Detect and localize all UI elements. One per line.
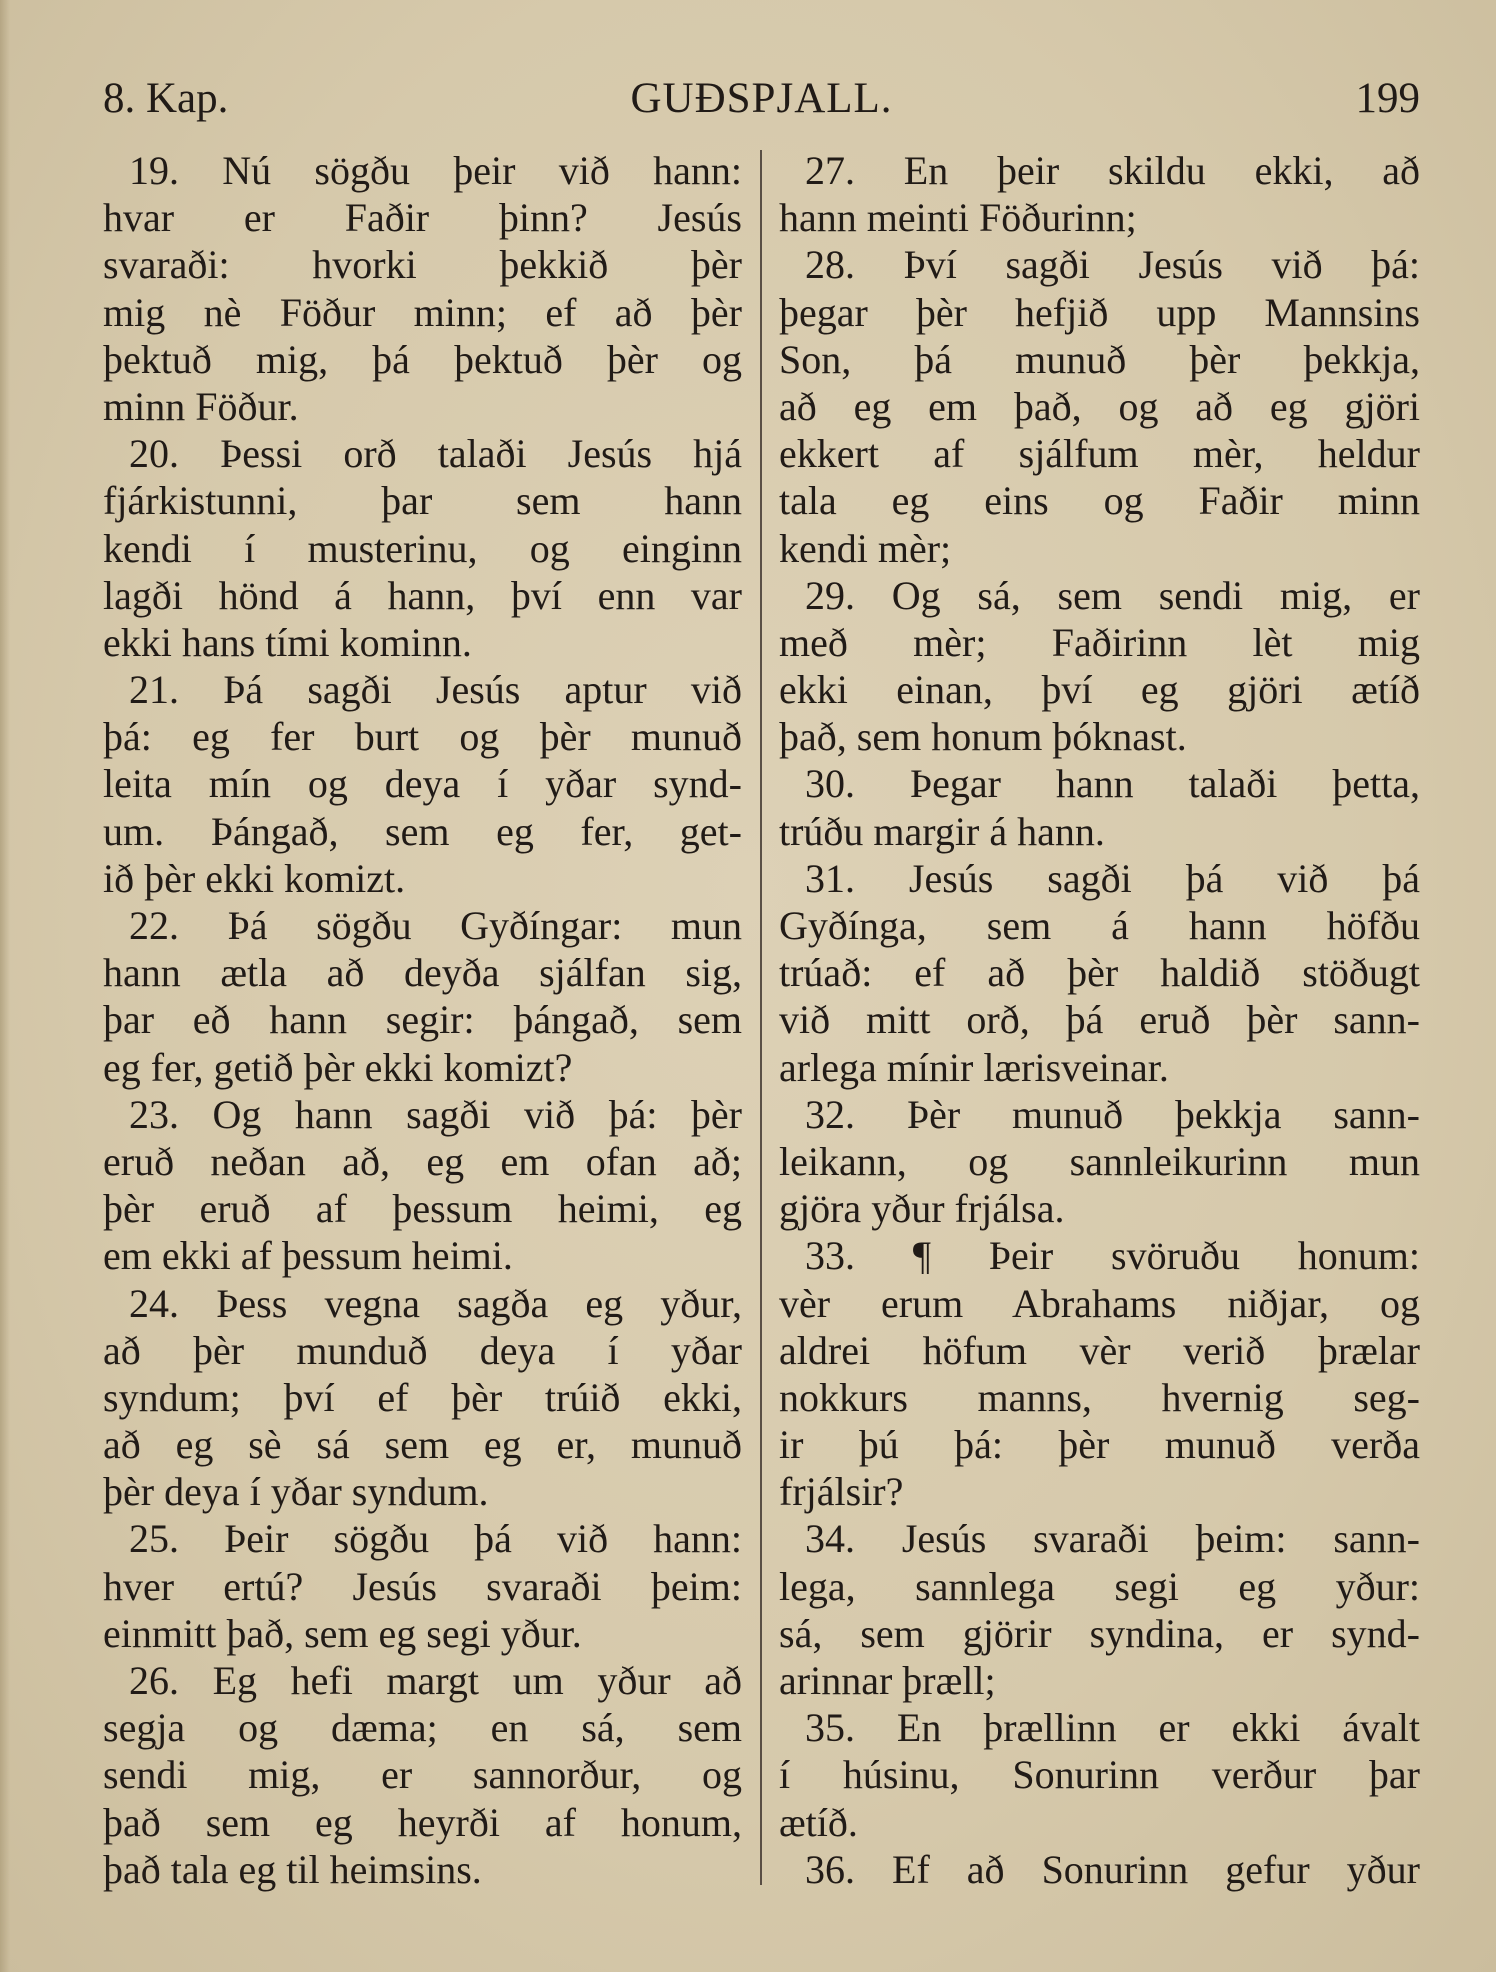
verse-start-line: 29. Og sá, sem sendi mig, er	[805, 572, 1420, 618]
text-line: vèr erum Abrahams niðjar, og	[779, 1280, 1420, 1326]
book-title: GUÐSPJALL.	[630, 75, 893, 122]
text-line: í húsinu, Sonurinn verður þar	[779, 1752, 1420, 1798]
verse-start-line: 27. En þeir skildu ekki, að	[805, 148, 1420, 193]
text-line: leita mín og deya í yðar synd-	[103, 761, 742, 807]
verse-start-line: 36. Ef að Sonurinn gefur yður	[805, 1846, 1420, 1892]
verse-start-line: 23. Og hann sagði við þá: þèr	[129, 1091, 742, 1137]
text-line: sendi mig, er sannorður, og	[103, 1752, 742, 1798]
verse-start-line: 22. Þá sögðu Gyðíngar: mun	[129, 903, 742, 948]
text-line: hann ætla að deyða sjálfan sig,	[103, 950, 742, 996]
verse-start-line: 28. Því sagði Jesús við þá:	[805, 242, 1420, 288]
text-line: þegar þèr hefjið upp Mannsins	[779, 289, 1420, 335]
text-line: segja og dæma; en sá, sem	[103, 1705, 742, 1751]
text-line: ir þú þá: þèr munuð verða	[779, 1422, 1420, 1468]
verse-start-line: 31. Jesús sagði þá við þá	[805, 855, 1420, 901]
verse-start-line: 26. Eg hefi margt um yður að	[129, 1658, 742, 1703]
chapter-label: 8. Kap.	[103, 75, 229, 122]
text-line: eg fer, getið þèr ekki komizt?	[103, 1044, 573, 1090]
text-line: mig nè Föður minn; ef að þèr	[103, 289, 742, 335]
text-line: það sem eg heyrði af honum,	[103, 1799, 742, 1845]
text-line: með mèr; Faðirinn lèt mig	[779, 619, 1420, 665]
text-line: ekkert af sjálfum mèr, heldur	[779, 431, 1420, 477]
verse-start-line: 19. Nú sögðu þeir við hann:	[129, 148, 742, 193]
text-line: ekki einan, því eg gjöri ætíð	[779, 667, 1420, 713]
text-line: þèr eruð af þessum heimi, eg	[103, 1186, 742, 1232]
text-line: hann meinti Föðurinn;	[779, 195, 1137, 241]
text-line: þar eð hann segir: þángað, sem	[103, 997, 742, 1043]
running-header	[103, 74, 1420, 126]
text-line: þektuð mig, þá þektuð þèr og	[103, 336, 742, 382]
verse-start-line: 25. Þeir sögðu þá við hann:	[129, 1516, 742, 1562]
right-text-column	[779, 147, 1420, 1893]
text-line: hvar er Faðir þinn? Jesús	[103, 195, 742, 241]
text-line: við mitt orð, þá eruð þèr sann-	[779, 997, 1420, 1043]
text-line: það tala eg til heimsins.	[103, 1846, 482, 1892]
text-line: frjálsir?	[779, 1469, 904, 1515]
text-line: kendi í musterinu, og einginn	[103, 525, 742, 571]
page-number: 199	[1355, 75, 1420, 122]
text-line: trúðu margir á hann.	[779, 808, 1105, 854]
text-line: Gyðínga, sem á hann höfðu	[779, 903, 1420, 948]
page-edge-shadow	[0, 0, 10, 1972]
verse-start-line: 33. ¶ Þeir svöruðu honum:	[805, 1233, 1420, 1279]
text-line: kendi mèr;	[779, 525, 952, 571]
text-line: þèr deya í yðar syndum.	[103, 1469, 489, 1515]
text-line: hver ertú? Jesús svaraði þeim:	[103, 1563, 742, 1609]
text-line: arlega mínir lærisveinar.	[779, 1044, 1169, 1090]
text-line: um. Þángað, sem eg fer, get-	[103, 808, 742, 854]
text-line: minn Föður.	[103, 383, 299, 429]
text-line: eruð neðan að, eg em ofan að;	[103, 1138, 742, 1184]
text-line: arinnar þræll;	[779, 1658, 996, 1703]
text-line: sá, sem gjörir syndina, er synd-	[779, 1610, 1420, 1656]
text-line: að eg em það, og að eg gjöri	[779, 383, 1420, 429]
verse-start-line: 21. Þá sagði Jesús aptur við	[129, 667, 742, 713]
verse-start-line: 24. Þess vegna sagða eg yður,	[129, 1280, 742, 1326]
text-line: þá: eg fer burt og þèr munuð	[103, 714, 742, 760]
text-line: em ekki af þessum heimi.	[103, 1233, 513, 1279]
text-line: einmitt það, sem eg segi yður.	[103, 1610, 582, 1656]
verse-start-line: 35. En þrællinn er ekki ávalt	[805, 1705, 1420, 1751]
verse-start-line: 32. Þèr munuð þekkja sann-	[805, 1091, 1420, 1137]
text-line: svaraði: hvorki þekkið þèr	[103, 242, 742, 288]
text-line: að þèr munduð deya í yðar	[103, 1327, 742, 1373]
text-line: það, sem honum þóknast.	[779, 714, 1187, 760]
text-line: tala eg eins og Faðir minn	[779, 478, 1420, 524]
text-line: lagði hönd á hann, því enn var	[103, 572, 742, 618]
column-divider	[760, 150, 762, 1885]
left-text-column	[103, 147, 742, 1893]
text-line: nokkurs manns, hvernig seg-	[779, 1374, 1420, 1420]
text-line: aldrei höfum vèr verið þrælar	[779, 1327, 1420, 1373]
text-line: Son, þá munuð þèr þekkja,	[779, 336, 1420, 382]
text-line: að eg sè sá sem eg er, munuð	[103, 1422, 742, 1468]
text-line: syndum; því ef þèr trúið ekki,	[103, 1374, 742, 1420]
verse-start-line: 30. Þegar hann talaði þetta,	[805, 761, 1420, 807]
text-line: lega, sannlega segi eg yður:	[779, 1563, 1420, 1609]
text-line: leikann, og sannleikurinn mun	[779, 1138, 1420, 1184]
text-line: ætíð.	[779, 1799, 858, 1845]
text-line: trúað: ef að þèr haldið stöðugt	[779, 950, 1420, 996]
text-line: fjárkistunni, þar sem hann	[103, 478, 742, 524]
verse-start-line: 34. Jesús svaraði þeim: sann-	[805, 1516, 1420, 1562]
text-line: ekki hans tími kominn.	[103, 619, 472, 665]
verse-start-line: 20. Þessi orð talaði Jesús hjá	[129, 431, 742, 477]
text-line: gjöra yður frjálsa.	[779, 1186, 1065, 1232]
text-line: ið þèr ekki komizt.	[103, 855, 406, 901]
